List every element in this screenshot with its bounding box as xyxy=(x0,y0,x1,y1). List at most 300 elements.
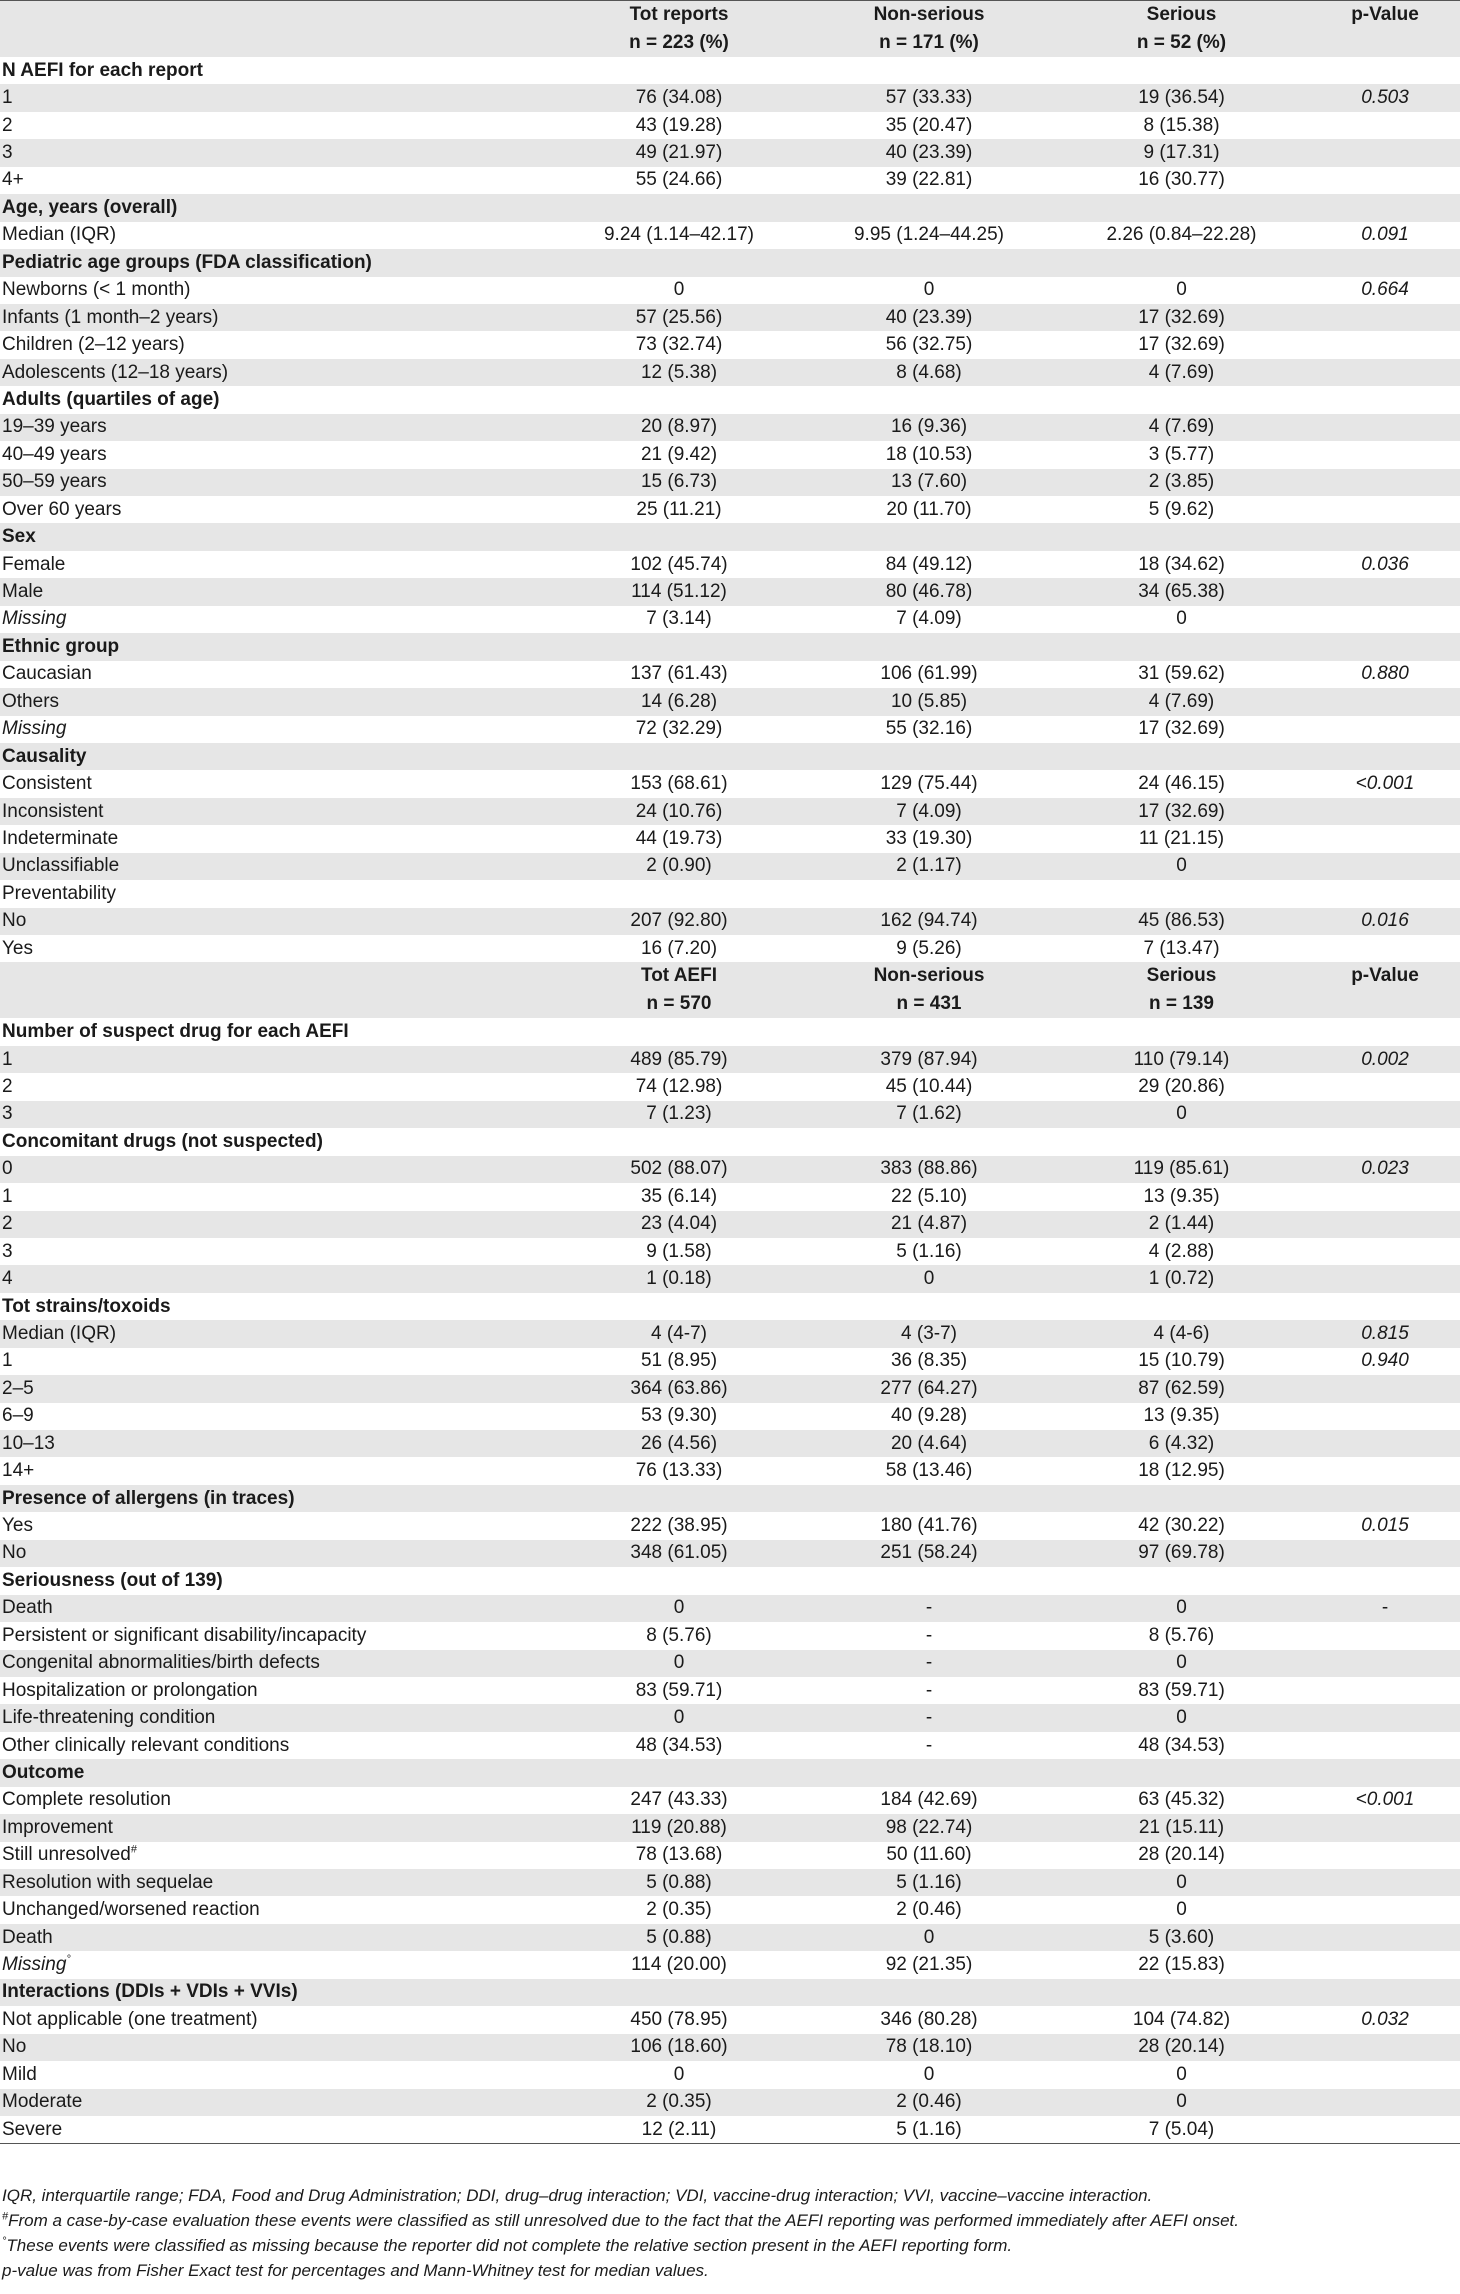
header-non-serious: Non-serious xyxy=(803,1,1053,30)
row-label-text: Not applicable (one treatment) xyxy=(2,2008,258,2030)
p-value-cell xyxy=(1308,1814,1460,1841)
non-serious-cell: 20 (11.70) xyxy=(886,498,972,520)
row-label xyxy=(0,1183,553,1210)
results-table-body xyxy=(0,1,1460,2144)
p-value-cell: 0.815 xyxy=(1308,1320,1460,1347)
tot-cell: 76 (13.33) xyxy=(635,1460,723,1482)
header-label-blank xyxy=(0,29,553,57)
non-serious-cell: 92 (21.35) xyxy=(885,1954,973,1976)
row-label-text: Missing xyxy=(2,608,67,630)
tot-cell: 51 (8.95) xyxy=(640,1350,718,1372)
row-label xyxy=(0,770,553,797)
non-serious-cell: 251 (58.24) xyxy=(803,1540,1053,1567)
row-label xyxy=(0,1896,553,1923)
tot-cell: 26 (4.56) xyxy=(553,1430,803,1457)
p-value-cell xyxy=(1308,139,1460,166)
table-row xyxy=(0,1842,1460,1869)
p-value-cell: 0.002 xyxy=(1308,1046,1460,1073)
row-label xyxy=(0,1512,553,1539)
section-header-row xyxy=(0,1567,1460,1594)
serious-cell: 1 (0.72) xyxy=(1053,1265,1308,1292)
header-row-1a xyxy=(0,1,1460,30)
tot-cell: 7 (3.14) xyxy=(646,608,712,630)
serious-cell: 0 xyxy=(1176,279,1187,301)
section-label: Interactions (DDIs + VDIs + VVIs) xyxy=(0,1979,1460,2006)
non-serious-cell: 8 (4.68) xyxy=(803,359,1053,386)
row-label-text: Others xyxy=(2,690,60,712)
non-serious-cell: - xyxy=(803,1595,1053,1622)
non-serious-cell: - xyxy=(803,1704,1053,1731)
section-header-row xyxy=(0,633,1460,660)
tot-cell: 72 (32.29) xyxy=(635,718,723,740)
row-label-text: Children (2–12 years) xyxy=(2,334,185,356)
row-label xyxy=(0,1704,553,1731)
row-label xyxy=(0,716,553,743)
table-row xyxy=(0,1265,1460,1292)
row-label-text: Female xyxy=(2,553,66,575)
non-serious-cell: 184 (42.69) xyxy=(880,1789,978,1811)
footnote-mark: ° xyxy=(66,1953,71,1966)
row-label xyxy=(0,578,553,605)
row-label xyxy=(0,1650,553,1677)
row-label-text: Improvement xyxy=(2,1816,113,1838)
non-serious-cell: 180 (41.76) xyxy=(880,1515,978,1537)
non-serious-cell: 50 (11.60) xyxy=(886,1844,972,1866)
row-label xyxy=(0,414,553,441)
serious-cell: 28 (20.14) xyxy=(1053,2034,1308,2061)
tot-cell: 4 (4-7) xyxy=(553,1320,803,1347)
tot-cell: 20 (8.97) xyxy=(553,414,803,441)
serious-cell xyxy=(1053,880,1308,907)
serious-cell: 110 (79.14) xyxy=(1053,1046,1308,1073)
row-label-text: 2 xyxy=(2,1076,13,1098)
header-p-value-blank xyxy=(1308,29,1460,57)
section-header-row xyxy=(0,249,1460,276)
p-value-cell xyxy=(1308,331,1460,358)
row-label xyxy=(0,496,553,523)
row-label xyxy=(0,908,553,935)
row-label-text: 1 xyxy=(2,1350,13,1372)
table-row xyxy=(0,331,1460,358)
table-row xyxy=(0,1073,1460,1100)
tot-cell: 57 (25.56) xyxy=(553,304,803,331)
section-label: Outcome xyxy=(0,1759,1460,1786)
table-row xyxy=(0,84,1460,111)
p-value-cell xyxy=(1308,496,1460,523)
section-label: Ethnic group xyxy=(0,633,1460,660)
tot-cell: 2 (0.35) xyxy=(553,2089,803,2116)
row-label xyxy=(0,1375,553,1402)
row-label-text: Missing xyxy=(2,1954,67,1976)
row-label xyxy=(0,2116,553,2144)
serious-cell: 7 (5.04) xyxy=(1053,2116,1308,2144)
row-label xyxy=(0,1622,553,1649)
section-label: Age, years (overall) xyxy=(0,194,1460,221)
p-value-cell xyxy=(1308,825,1460,852)
tot-cell: 48 (34.53) xyxy=(635,1734,723,1756)
table-row xyxy=(0,1046,1460,1073)
header2-p-value: p-Value xyxy=(1308,962,1460,990)
non-serious-cell: 80 (46.78) xyxy=(803,578,1053,605)
row-label xyxy=(0,331,553,358)
non-serious-cell: 7 (4.09) xyxy=(803,798,1053,825)
row-label-text: 2 xyxy=(2,114,13,136)
row-label xyxy=(0,1348,553,1375)
serious-cell: 2 (3.85) xyxy=(1053,469,1308,496)
serious-cell: 4 (7.69) xyxy=(1053,414,1308,441)
row-label xyxy=(0,222,553,249)
tot-cell: 73 (32.74) xyxy=(635,334,723,356)
tot-cell: 9 (1.58) xyxy=(646,1240,712,1262)
row-label-text: 6–9 xyxy=(2,1405,34,1427)
row-label-text: Persistent or significant disability/incapacity xyxy=(2,1624,367,1646)
serious-cell: 8 (5.76) xyxy=(1148,1624,1215,1646)
row-label xyxy=(0,1265,553,1292)
serious-cell: 9 (17.31) xyxy=(1053,139,1308,166)
header-p-value: p-Value xyxy=(1308,1,1460,30)
row-label-text: 3 xyxy=(2,1103,13,1125)
tot-cell: 114 (51.12) xyxy=(553,578,803,605)
tot-cell: 364 (63.86) xyxy=(553,1375,803,1402)
tot-cell: 0 xyxy=(553,1704,803,1731)
row-label xyxy=(0,880,553,907)
p-value-cell: 0.091 xyxy=(1361,224,1409,246)
non-serious-cell: 33 (19.30) xyxy=(885,827,973,849)
row-label-text: Death xyxy=(2,1597,53,1619)
tot-cell: 2 (0.35) xyxy=(646,1899,712,1921)
header-serious-n: n = 52 (%) xyxy=(1053,29,1308,57)
section-label: Pediatric age groups (FDA classification) xyxy=(0,249,1460,276)
header2-tot-aefi-n: n = 570 xyxy=(553,990,803,1018)
table-row xyxy=(0,908,1460,935)
tot-cell: 207 (92.80) xyxy=(553,908,803,935)
tot-cell: 0 xyxy=(673,279,685,301)
row-label xyxy=(0,1211,553,1238)
row-label-text: Death xyxy=(2,1926,53,1948)
section-header-row xyxy=(0,1128,1460,1155)
table-row xyxy=(0,1814,1460,1841)
row-label xyxy=(0,112,553,139)
header-tot-reports: Tot reports xyxy=(553,1,803,30)
section-header-row xyxy=(0,1485,1460,1512)
tot-cell: 247 (43.33) xyxy=(630,1789,728,1811)
non-serious-cell xyxy=(803,880,1053,907)
header-row-2b xyxy=(0,990,1460,1018)
p-value-cell: 0.032 xyxy=(1361,2008,1409,2030)
row-label xyxy=(0,853,553,880)
row-label xyxy=(0,359,553,386)
p-value-cell xyxy=(1308,414,1460,441)
serious-cell: 22 (15.83) xyxy=(1138,1954,1225,1976)
serious-cell: 16 (30.77) xyxy=(1138,169,1225,191)
non-serious-cell: 0 xyxy=(803,1924,1053,1951)
p-value-cell: 0.664 xyxy=(1361,279,1409,301)
serious-cell: 0 xyxy=(1053,2089,1308,2116)
serious-cell: 34 (65.38) xyxy=(1053,578,1308,605)
p-value-cell xyxy=(1308,1540,1460,1567)
section-label: Sex xyxy=(0,523,1460,550)
non-serious-cell: 21 (4.87) xyxy=(803,1211,1053,1238)
p-value-cell xyxy=(1308,1211,1460,1238)
row-label xyxy=(0,825,553,852)
tot-cell: 102 (45.74) xyxy=(630,553,728,575)
p-value-cell: 0.016 xyxy=(1308,908,1460,935)
row-label-text: Caucasian xyxy=(2,663,92,685)
non-serious-cell: 40 (23.39) xyxy=(803,139,1053,166)
serious-cell: 17 (32.69) xyxy=(1053,304,1308,331)
p-value-cell xyxy=(1308,304,1460,331)
p-value-cell xyxy=(1308,1896,1460,1923)
section-label: N AEFI for each report xyxy=(2,59,203,81)
header-row-1b xyxy=(0,29,1460,57)
row-label xyxy=(0,441,553,468)
row-label-text: Missing xyxy=(2,718,67,740)
header-serious: Serious xyxy=(1053,1,1308,30)
p-value-cell xyxy=(1308,1732,1460,1759)
p-value-cell xyxy=(1308,469,1460,496)
row-label-text: Consistent xyxy=(2,773,92,795)
row-label-text: 3 xyxy=(2,1240,13,1262)
table-row xyxy=(0,1375,1460,1402)
serious-cell: 0 xyxy=(1053,1650,1308,1677)
row-label xyxy=(0,688,553,715)
tot-cell: 1 (0.18) xyxy=(553,1265,803,1292)
row-label xyxy=(0,1951,553,1978)
serious-cell: 2 (1.44) xyxy=(1053,1211,1308,1238)
tot-cell: 114 (20.00) xyxy=(631,1954,727,1976)
serious-cell: 63 (45.32) xyxy=(1138,1789,1225,1811)
serious-cell: 17 (32.69) xyxy=(1053,798,1308,825)
row-label xyxy=(0,1046,553,1073)
header2-non-serious-n: n = 431 xyxy=(803,990,1053,1018)
non-serious-cell: 84 (49.12) xyxy=(885,553,973,575)
non-serious-cell: - xyxy=(925,1624,933,1646)
row-label-text: Hospitalization or prolongation xyxy=(2,1679,258,1701)
table-row xyxy=(0,1512,1460,1539)
non-serious-cell: 277 (64.27) xyxy=(803,1375,1053,1402)
table-row xyxy=(0,359,1460,386)
tot-cell: 49 (21.97) xyxy=(553,139,803,166)
row-label xyxy=(0,167,553,194)
table-row xyxy=(0,277,1460,304)
section-header-row xyxy=(0,523,1460,550)
non-serious-cell: 2 (0.46) xyxy=(896,1899,962,1921)
table-row xyxy=(0,551,1460,578)
serious-cell: 29 (20.86) xyxy=(1138,1076,1225,1098)
table-row xyxy=(0,661,1460,688)
footnote-unresolved-mark: # xyxy=(2,2210,9,2223)
tot-cell: 9.24 (1.14–42.17) xyxy=(603,224,754,246)
p-value-cell xyxy=(1308,2061,1460,2088)
non-serious-cell: 36 (8.35) xyxy=(890,1350,968,1372)
p-value-cell xyxy=(1308,1073,1460,1100)
tot-cell: 153 (68.61) xyxy=(630,773,728,795)
tot-cell: 44 (19.73) xyxy=(635,827,723,849)
serious-cell: 3 (5.77) xyxy=(1148,443,1215,465)
row-label xyxy=(0,1924,553,1951)
row-label xyxy=(0,1732,553,1759)
tot-cell: 5 (0.88) xyxy=(553,1869,803,1896)
row-label-text: Severe xyxy=(2,2118,63,2140)
non-serious-cell: 5 (1.16) xyxy=(896,1240,962,1262)
serious-cell: 18 (12.95) xyxy=(1138,1460,1225,1482)
header-tot-reports-n: n = 223 (%) xyxy=(553,29,803,57)
header2-serious-n: n = 139 xyxy=(1053,990,1308,1018)
non-serious-cell: 5 (1.16) xyxy=(803,2116,1053,2144)
non-serious-cell: 129 (75.44) xyxy=(880,773,978,795)
table-row xyxy=(0,1951,1460,1978)
header2-serious: Serious xyxy=(1053,962,1308,990)
row-label-text: Moderate xyxy=(2,2091,83,2113)
p-value-cell xyxy=(1308,1238,1460,1265)
section-label: Concomitant drugs (not suspected) xyxy=(2,1130,323,1152)
header-non-serious-n: n = 171 (%) xyxy=(803,29,1053,57)
non-serious-cell: 9 (5.26) xyxy=(896,937,962,959)
p-value-cell xyxy=(1308,1430,1460,1457)
row-label-text: 3 xyxy=(2,142,13,164)
header2-label-blank xyxy=(0,990,553,1018)
serious-cell: 83 (59.71) xyxy=(1138,1679,1225,1701)
row-label-text: Preventability xyxy=(2,882,117,904)
section-header-row xyxy=(0,743,1460,770)
footnote-mark: # xyxy=(130,1843,137,1856)
non-serious-cell: 379 (87.94) xyxy=(803,1046,1053,1073)
row-label-text: Complete resolution xyxy=(2,1789,171,1811)
row-label-text: 1 xyxy=(2,1048,13,1070)
section-header-row xyxy=(0,194,1460,221)
tot-cell: 348 (61.05) xyxy=(553,1540,803,1567)
table-row xyxy=(0,2061,1460,2088)
row-label-text: Life-threatening condition xyxy=(2,1707,216,1729)
tot-cell: 502 (88.07) xyxy=(553,1156,803,1183)
tot-cell: 489 (85.79) xyxy=(553,1046,803,1073)
row-label-text: Over 60 years xyxy=(2,498,122,520)
table-row xyxy=(0,853,1460,880)
row-label xyxy=(0,1677,553,1704)
table-row xyxy=(0,1704,1460,1731)
section-label: Presence of allergens (in traces) xyxy=(0,1485,1460,1512)
row-label-text: Congenital abnormalities/birth defects xyxy=(2,1652,320,1674)
row-label-text: 2 xyxy=(2,1213,13,1235)
serious-cell: 4 (2.88) xyxy=(1148,1240,1215,1262)
p-value-cell xyxy=(1308,688,1460,715)
table-row xyxy=(0,1348,1460,1375)
non-serious-cell: 346 (80.28) xyxy=(880,2008,978,2030)
non-serious-cell: 45 (10.44) xyxy=(885,1076,973,1098)
row-label xyxy=(0,1403,553,1430)
non-serious-cell: 78 (18.10) xyxy=(803,2034,1053,2061)
p-value-cell xyxy=(1308,1951,1460,1978)
non-serious-cell: 0 xyxy=(923,279,935,301)
tot-cell: 119 (20.88) xyxy=(553,1814,803,1841)
row-label-text: 1 xyxy=(2,87,13,109)
table-row xyxy=(0,2034,1460,2061)
p-value-cell xyxy=(1308,1265,1460,1292)
serious-cell: 18 (34.62) xyxy=(1138,553,1225,575)
row-label xyxy=(0,2061,553,2088)
section-header-row xyxy=(0,1018,1460,1045)
tot-cell: 2 (0.90) xyxy=(553,853,803,880)
tot-cell: 14 (6.28) xyxy=(553,688,803,715)
p-value-cell xyxy=(1308,2089,1460,2116)
row-label-text: Other clinically relevant conditions xyxy=(2,1734,290,1756)
non-serious-cell: 16 (9.36) xyxy=(803,414,1053,441)
non-serious-cell: - xyxy=(925,1679,933,1701)
serious-cell: 0 xyxy=(1176,608,1187,630)
table-row xyxy=(0,1595,1460,1622)
serious-cell: 45 (86.53) xyxy=(1053,908,1308,935)
row-label-text: Infants (1 month–2 years) xyxy=(2,306,219,328)
tot-cell: 450 (78.95) xyxy=(630,2008,728,2030)
non-serious-cell: - xyxy=(803,1650,1053,1677)
serious-cell: 0 xyxy=(1053,1595,1308,1622)
row-label-text: 4 xyxy=(2,1268,13,1290)
p-value-cell: 0.015 xyxy=(1361,1515,1409,1537)
tot-cell: 0 xyxy=(673,2063,685,2085)
section-label: Number of suspect drug for each AEFI xyxy=(2,1021,349,1043)
table-row xyxy=(0,716,1460,743)
table-row xyxy=(0,1677,1460,1704)
tot-cell: 15 (6.73) xyxy=(553,469,803,496)
section-label: Seriousness (out of 139) xyxy=(2,1569,223,1591)
row-label xyxy=(0,1814,553,1841)
non-serious-cell: 98 (22.74) xyxy=(803,1814,1053,1841)
table-row xyxy=(0,578,1460,605)
row-label-text: 19–39 years xyxy=(2,416,107,438)
row-label xyxy=(0,277,553,304)
p-value-cell: <0.001 xyxy=(1355,1789,1415,1811)
table-row xyxy=(0,1183,1460,1210)
tot-cell: 78 (13.68) xyxy=(635,1844,723,1866)
p-value-cell xyxy=(1308,1704,1460,1731)
footnote-p-value: p-value was from Fisher Exact test for percentages and Mann-Whitney test for median values. xyxy=(2,2261,709,2280)
p-value-cell xyxy=(1308,853,1460,880)
p-value-cell xyxy=(1308,1842,1460,1869)
table-row xyxy=(0,1650,1460,1677)
row-label xyxy=(0,606,553,633)
tot-cell: 55 (24.66) xyxy=(635,169,723,191)
row-label-text: Inconsistent xyxy=(2,800,104,822)
row-label xyxy=(0,1540,553,1567)
row-label-text: 14+ xyxy=(2,1460,35,1482)
footnote-abbreviations: IQR, interquartile range; FDA, Food and Drug Administration; DDI, drug–drug interaction; VDI, vaccine-drug interaction; VVI, vaccine–vaccine interaction. xyxy=(2,2186,1153,2205)
serious-cell: 17 (32.69) xyxy=(1138,718,1225,740)
p-value-cell: - xyxy=(1308,1595,1460,1622)
table-row xyxy=(0,1924,1460,1951)
non-serious-cell: 39 (22.81) xyxy=(885,169,973,191)
row-label xyxy=(0,1430,553,1457)
p-value-cell xyxy=(1308,1650,1460,1677)
header-row-2a xyxy=(0,962,1460,990)
table-row xyxy=(0,1430,1460,1457)
row-label-text: Median (IQR) xyxy=(2,224,117,246)
table-row xyxy=(0,167,1460,194)
row-label-text: 4+ xyxy=(2,169,24,191)
table-row xyxy=(0,1101,1460,1128)
row-label xyxy=(0,1320,553,1347)
row-label-text: Unchanged/worsened reaction xyxy=(2,1899,260,1921)
row-label-text: 10–13 xyxy=(2,1432,55,1454)
table-row xyxy=(0,496,1460,523)
serious-cell: 4 (7.69) xyxy=(1053,359,1308,386)
table-row xyxy=(0,1622,1460,1649)
row-label xyxy=(0,2006,553,2033)
row-label-text: Male xyxy=(2,581,44,603)
p-value-cell xyxy=(1308,359,1460,386)
serious-cell: 119 (85.61) xyxy=(1053,1156,1308,1183)
non-serious-cell: 56 (32.75) xyxy=(885,334,973,356)
table-row xyxy=(0,139,1460,166)
